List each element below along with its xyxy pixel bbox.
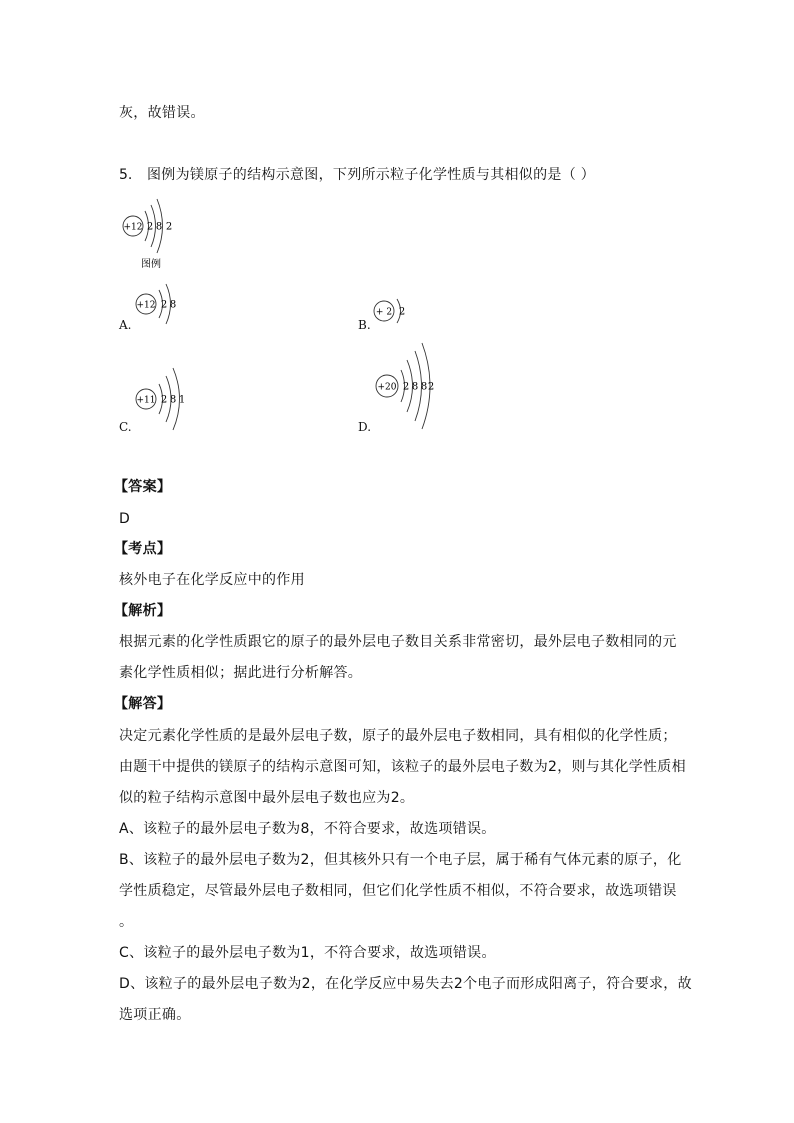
- option-a-nucleus: +12: [136, 300, 156, 311]
- question-number: 5.: [119, 167, 133, 183]
- option-d-shell-2: 8: [411, 381, 419, 393]
- solution-line-10: 选项正确。: [119, 1007, 191, 1023]
- answer-heading: 【答案】: [114, 479, 172, 495]
- intro-line: 灰，故错误。: [119, 105, 205, 121]
- solution-line-8: C、该粒子的最外层电子数为1，不符合要求，故选项错误。: [119, 945, 496, 961]
- analysis-line-2: 素化学性质相似；据此进行分析解答。: [119, 665, 363, 681]
- option-c-shell-3: 1: [178, 394, 186, 406]
- legend-shell-1: 2: [146, 221, 154, 233]
- option-b-nucleus: + 2: [375, 307, 393, 318]
- legend-nucleus: +12: [123, 222, 143, 233]
- option-d-shell-4: 2: [427, 381, 435, 393]
- solution-line-1: 决定元素化学性质的是最外层电子数，原子的最外层电子数相同，具有相似的化学性质；: [119, 728, 677, 744]
- answer-value: D: [119, 511, 131, 527]
- option-c-shell-2: 8: [169, 394, 177, 406]
- legend-diagram: [118, 190, 188, 270]
- option-d-shell-1: 2: [402, 381, 410, 393]
- option-d-shell-3: 8: [420, 381, 428, 393]
- topic-heading: 【考点】: [114, 541, 172, 557]
- option-c-label: C.: [119, 420, 132, 434]
- solution-line-5: B、该粒子的最外层电子数为2，但其核外只有一个电子层，属于稀有气体元素的原子，化: [119, 852, 682, 868]
- solution-line-9: D、该粒子的最外层电子数为2，在化学反应中易失去2个电子而形成阳离子，符合要求，故: [119, 976, 692, 992]
- solution-line-3: 似的粒子结构示意图中最外层电子数也应为2。: [119, 790, 415, 806]
- solution-line-4: A、该粒子的最外层电子数为8，不符合要求，故选项错误。: [119, 821, 496, 837]
- option-b-label: B.: [358, 318, 371, 332]
- option-c-diagram: [134, 362, 196, 434]
- topic-text: 核外电子在化学反应中的作用: [119, 572, 305, 588]
- option-c-shell-1: 2: [160, 394, 168, 406]
- solution-line-7: 。: [119, 914, 134, 930]
- legend-shell-2: 8: [155, 221, 163, 233]
- option-a-label: A.: [119, 318, 132, 332]
- solution-heading: 【解答】: [114, 696, 172, 712]
- option-b-shell-1: 2: [398, 306, 406, 318]
- legend-caption: 图例: [141, 259, 161, 270]
- solution-line-2: 由题干中提供的镁原子的结构示意图可知，该粒子的最外层电子数为2，则与其化学性质相: [119, 759, 686, 775]
- option-a-diagram: [134, 280, 194, 330]
- option-d-label: D.: [358, 420, 372, 434]
- option-c-nucleus: +11: [136, 395, 156, 406]
- option-d-diagram: [372, 340, 444, 434]
- legend-shell-3: 2: [165, 221, 173, 233]
- option-a-shell-1: 2: [160, 299, 168, 311]
- solution-line-6: 学性质稳定，尽管最外层电子数相同，但它们化学性质不相似，不符合要求，故选项错误: [119, 883, 677, 899]
- option-a-shell-2: 8: [169, 299, 177, 311]
- analysis-heading: 【解析】: [114, 603, 172, 619]
- option-d-nucleus: +20: [377, 382, 397, 393]
- analysis-line-1: 根据元素的化学性质跟它的原子的最外层电子数目关系非常密切，最外层电子数相同的元: [119, 634, 677, 650]
- option-b-diagram: [372, 296, 416, 330]
- question-text: 图例为镁原子的结构示意图，下列所示粒子化学性质与其相似的是（ ）: [147, 167, 596, 183]
